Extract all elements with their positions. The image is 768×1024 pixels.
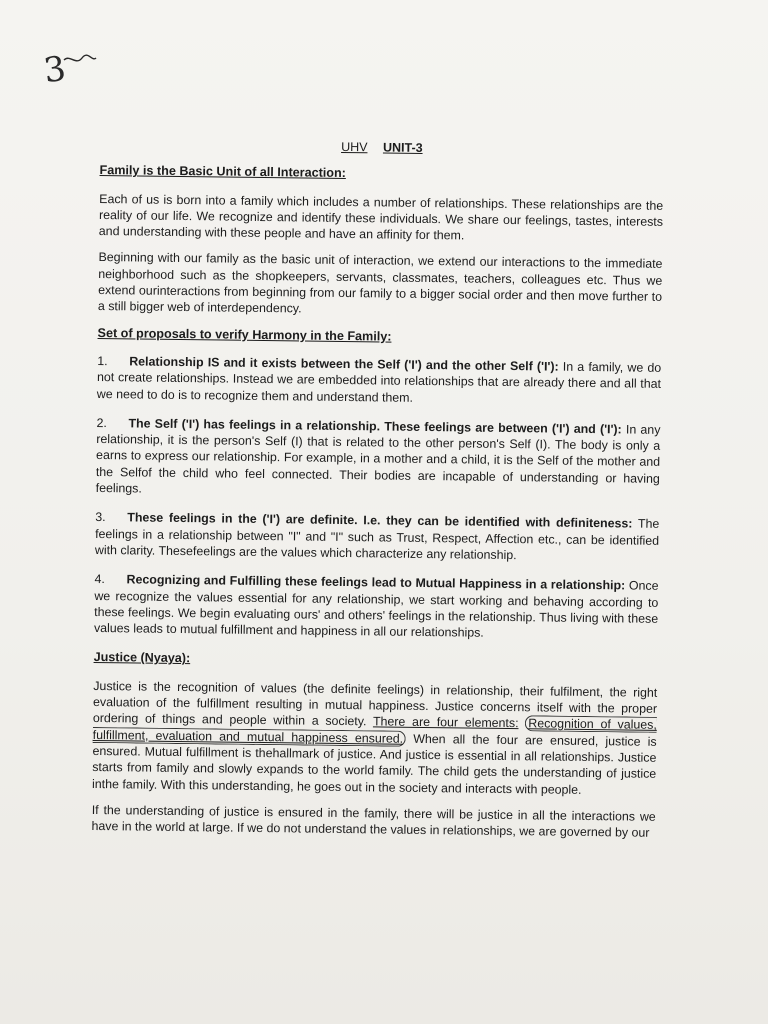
- item-lead: Recognizing and Fulfilling these feelings lead to Mutual Happiness in a relationship:: [126, 572, 626, 593]
- item-number: 2.: [96, 415, 107, 430]
- proposal-item-2: [96, 415, 661, 503]
- justice-text-a: Justice is the recognition of values (the definite feelings) in relationship, their fulfilment, the right evaluation of the fulfillment resulting in mutual happiness. Justice concerns itself with the proper ordering of things and people within a society.: [92, 678, 658, 729]
- item-text: In any relationship, it is the person's Self (I) that is related to the other person's Self (I). The body is only a earns to express our relationship. For example, in a mother and a child, it is the Self of the mother and the Selfof the child who feel connected. Their bodies are incapable of understanding or having feelings.: [95, 422, 661, 496]
- item-number: 3.: [95, 510, 106, 525]
- justice-underlined-phrase: There are four elements:: [372, 714, 519, 731]
- paragraph-justice-1: [92, 678, 657, 799]
- handwritten-page-mark: 3: [41, 48, 69, 92]
- document-body: [91, 136, 664, 851]
- paragraph-justice-2: If the understanding of justice is ensured in the family, there will be justice in all the interactions we have in the world at large. If we do not understand the values in relationships, we are governed by our: [91, 802, 656, 840]
- unit-label: UNIT-3: [382, 140, 423, 155]
- item-number: 4.: [94, 572, 106, 587]
- item-lead: The Self ('I') has feelings in a relationship. These feelings are between ('I') and ('I'):: [128, 416, 622, 437]
- proposal-item-4: [94, 571, 659, 643]
- proposal-item-3: [95, 509, 660, 565]
- item-number: 1.: [97, 353, 108, 369]
- subject-label: UHV: [341, 139, 368, 155]
- section-heading-family: Family is the Basic Unit of all Interaction:: [99, 163, 346, 181]
- item-lead: These feelings in the ('I') are definite. I.e. they can be identified with definiteness:: [127, 510, 633, 531]
- section-heading-proposals: Set of proposals to verify Harmony in the Family:: [97, 325, 392, 344]
- item-lead: Relationship IS and it exists between the Self ('I') and the other Self ('I'):: [129, 354, 559, 374]
- handwritten-squiggle: [60, 52, 100, 72]
- item-text: The feelings in a relationship between "I" and "I" such as Trust, Respect, Affection etc., can be identified with clarity. Thesefeelings are the values which characterize any relationship.: [94, 516, 660, 563]
- justice-circled-phrase: Recognition of values, fulfillment, evaluation and mutual happiness ensured.: [92, 716, 657, 746]
- paragraph-family-1: Each of us is born into a family which includes a number of relationships. These relationships are the reality of our life. We recognize and identify these individuals. We share our feelings, tastes, interests and understanding with these people and have an affinity for them.: [98, 191, 664, 243]
- section-heading-justice: Justice (Nyaya):: [93, 650, 191, 666]
- paragraph-family-2: Beginning with our family as the basic unit of interaction, we extend our interactions to the immediate neighborhood such as the shopkeepers, servants, classmates, teachers, colleagues etc. Thus we extend ourinteractions from beginning from our family to a bigger social order and then move further to a still bigger web of interdependency.: [97, 250, 663, 316]
- justice-text-b: When all the four are ensured, justice is ensured. Mutual fulfillment is thehallmark of justice. And justice is essential in all relationships. Justice starts from family and slowly expands to the world family. The child gets the understanding of justice inthe family. With this understanding, he goes out in the society and interacts with people.: [92, 731, 657, 797]
- item-text: In a family, we do not create relationships. Instead we are embedded into relationships that are already there and all that we need to do is to recognize them and understand them.: [96, 359, 662, 405]
- proposal-item-1: [97, 353, 662, 409]
- unit-title: [100, 136, 664, 159]
- item-text: Once we recognize the values essential for any relationship, we start working and behaving according to these feelings. We begin evaluating ours' and others' feelings in the relationship. Thus living with these values leads to mutual fulfillment and happiness in all our relationships.: [93, 578, 659, 640]
